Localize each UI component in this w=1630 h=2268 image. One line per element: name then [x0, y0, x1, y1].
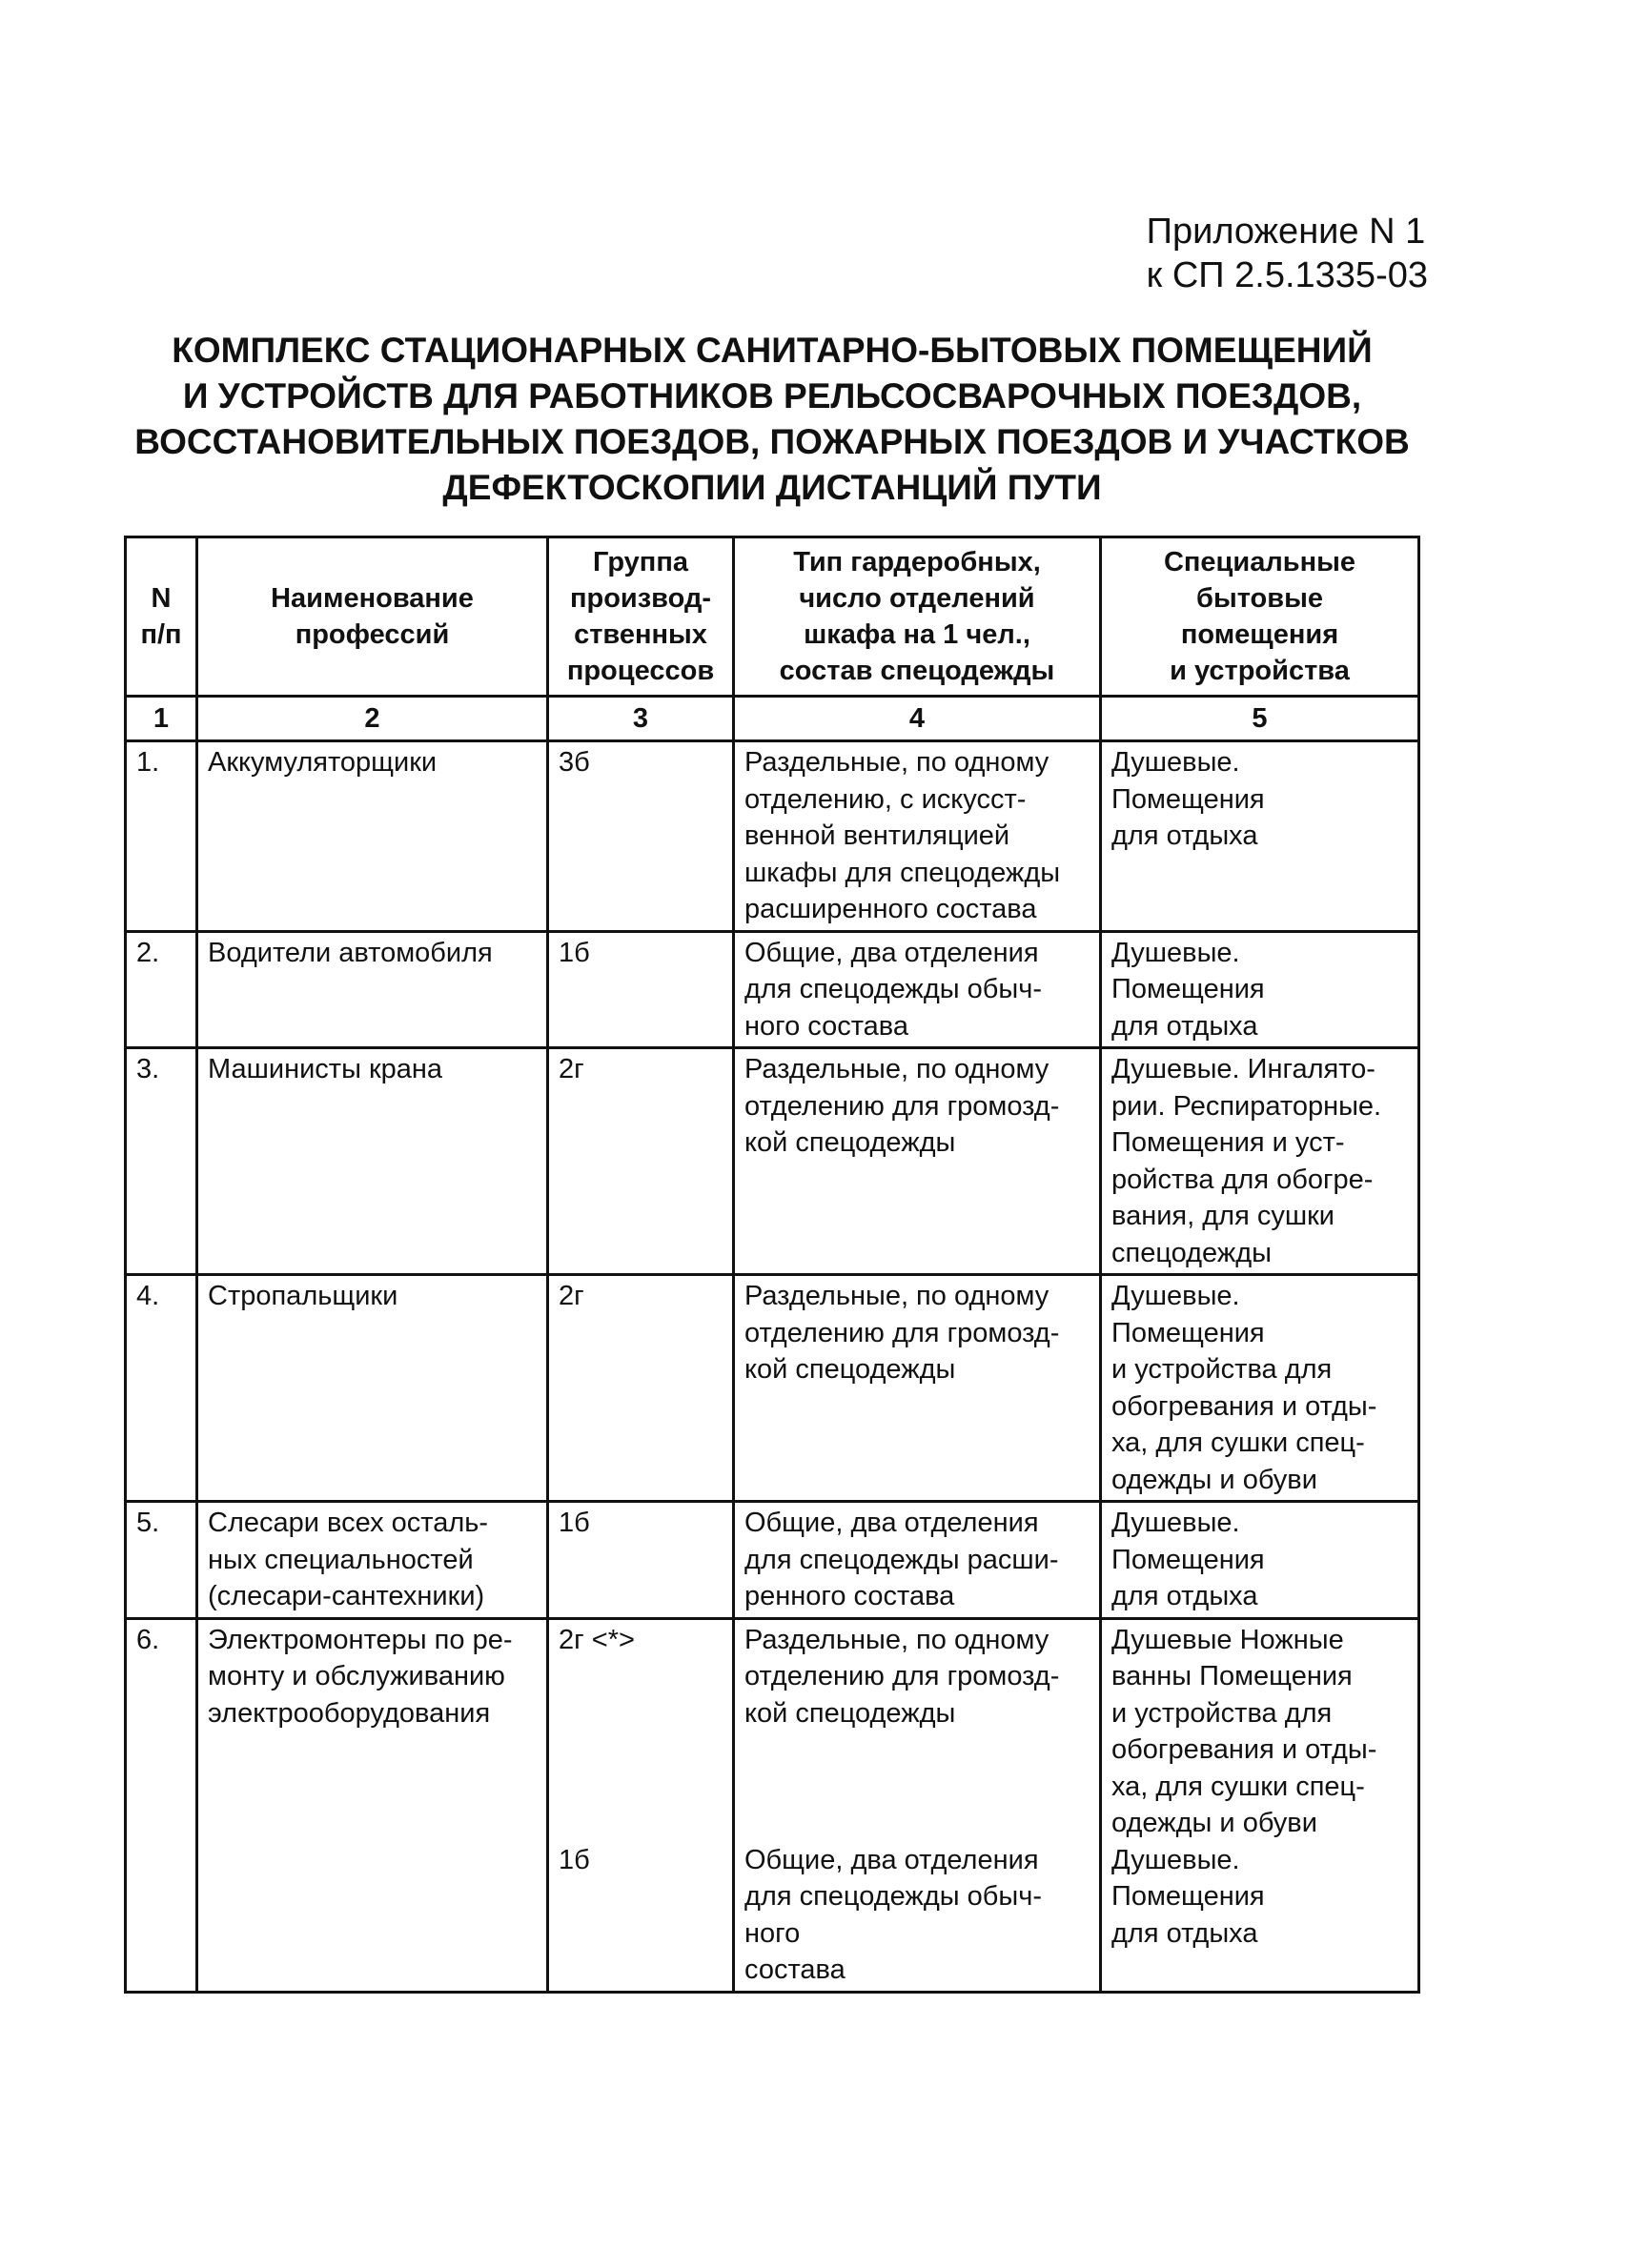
header-wardrobe-type: Тип гардеробных, число отделений шкафа на 1 чел., состав спецодежды [734, 537, 1101, 697]
row-number: 1. [126, 741, 197, 932]
wardrobe-value-secondary: Общие, два отделения для спецодежды обыч- ного состава [744, 1844, 1043, 1985]
document-title [105, 328, 1439, 511]
header-number: N п/п [126, 537, 197, 697]
column-number: 5 [1101, 697, 1419, 741]
appendix-line-1: Приложение N 1 [1146, 212, 1426, 252]
header-special-facilities: Специальные бытовые помещения и устройства [1101, 537, 1419, 697]
group-cell: 1б [548, 931, 734, 1048]
group-cell: 1б [548, 1502, 734, 1619]
table-row [126, 931, 1419, 1048]
row-number: 3. [126, 1048, 197, 1275]
column-number: 3 [548, 697, 734, 741]
special-cell: Душевые. Ингалято- рии. Респираторные. Помещения и уст- ройства для обогре- вания, для сушки спецодежды [1101, 1048, 1419, 1275]
group-value-primary: 2г <*> [559, 1624, 635, 1655]
group-cell [548, 1618, 734, 1992]
wardrobe-cell: Раздельные, по одному отделению для громозд- кой спецодежды [734, 1048, 1101, 1275]
table-row [126, 1618, 1419, 1992]
row-number: 4. [126, 1275, 197, 1502]
title-line: И УСТРОЙСТВ ДЛЯ РАБОТНИКОВ РЕЛЬСОСВАРОЧНЫХ ПОЕЗДОВ, [182, 376, 1362, 415]
wardrobe-cell: Раздельные, по одному отделению для громозд- кой спецодежды [734, 1275, 1101, 1502]
table-row [126, 1048, 1419, 1275]
table-row [126, 1502, 1419, 1619]
row-number: 2. [126, 931, 197, 1048]
special-cell: Душевые. Помещения для отдыха [1101, 931, 1419, 1048]
profession-cell: Слесари всех осталь- ных специальностей (слесари-сантехники) [197, 1502, 548, 1619]
title-line: КОМПЛЕКС СТАЦИОНАРНЫХ САНИТАРНО-БЫТОВЫХ ПОМЕЩЕНИЙ [172, 331, 1373, 370]
profession-cell: Машинисты крана [197, 1048, 548, 1275]
profession-cell: Электромонтеры по ре- монту и обслуживанию электрооборудования [197, 1618, 548, 1992]
special-value-primary: Душевые Ножные ванны Помещения и устройства для обогревания и отды- ха, для сушки спец- одежды и обуви [1111, 1624, 1377, 1838]
special-cell [1101, 1618, 1419, 1992]
wardrobe-cell: Общие, два отделения для спецодежды расши- ренного состава [734, 1502, 1101, 1619]
group-cell: 2г [548, 1275, 734, 1502]
appendix-reference [1147, 210, 1428, 297]
wardrobe-value-primary: Раздельные, по одному отделению для громозд- кой спецодежды [744, 1624, 1060, 1729]
group-cell: 3б [548, 741, 734, 932]
row-number: 6. [126, 1618, 197, 1992]
appendix-line-2: к СП 2.5.1335-03 [1146, 255, 1428, 295]
special-value-secondary: Душевые. Помещения для отдыха [1111, 1844, 1265, 1949]
column-number: 1 [126, 697, 197, 741]
column-number: 2 [197, 697, 548, 741]
special-cell: Душевые. Помещения и устройства для обогревания и отды- ха, для сушки спец- одежды и обуви [1101, 1275, 1419, 1502]
title-line: ВОССТАНОВИТЕЛЬНЫХ ПОЕЗДОВ, ПОЖАРНЫХ ПОЕЗДОВ И УЧАСТКОВ [134, 422, 1410, 461]
column-number: 4 [734, 697, 1101, 741]
wardrobe-cell: Раздельные, по одному отделению, с искусст- венной вентиляцией шкафы для спецодежды расширенного состава [734, 741, 1101, 932]
table-row [126, 741, 1419, 932]
professions-table [124, 536, 1420, 1994]
special-cell: Душевые. Помещения для отдыха [1101, 741, 1419, 932]
row-number: 5. [126, 1502, 197, 1619]
profession-cell: Водители автомобиля [197, 931, 548, 1048]
profession-cell: Аккумуляторщики [197, 741, 548, 932]
header-profession: Наименование профессий [197, 537, 548, 697]
header-row [126, 537, 1419, 697]
wardrobe-cell: Общие, два отделения для спецодежды обыч- ного состава [734, 931, 1101, 1048]
special-cell: Душевые. Помещения для отдыха [1101, 1502, 1419, 1619]
table-row [126, 1275, 1419, 1502]
wardrobe-cell [734, 1618, 1101, 1992]
group-cell: 2г [548, 1048, 734, 1275]
column-number-row [126, 697, 1419, 741]
title-line: ДЕФЕКТОСКОПИИ ДИСТАНЦИЙ ПУТИ [442, 468, 1102, 507]
group-value-secondary: 1б [559, 1844, 590, 1875]
header-process-group: Группа производ- ственных процессов [548, 537, 734, 697]
profession-cell: Стропальщики [197, 1275, 548, 1502]
